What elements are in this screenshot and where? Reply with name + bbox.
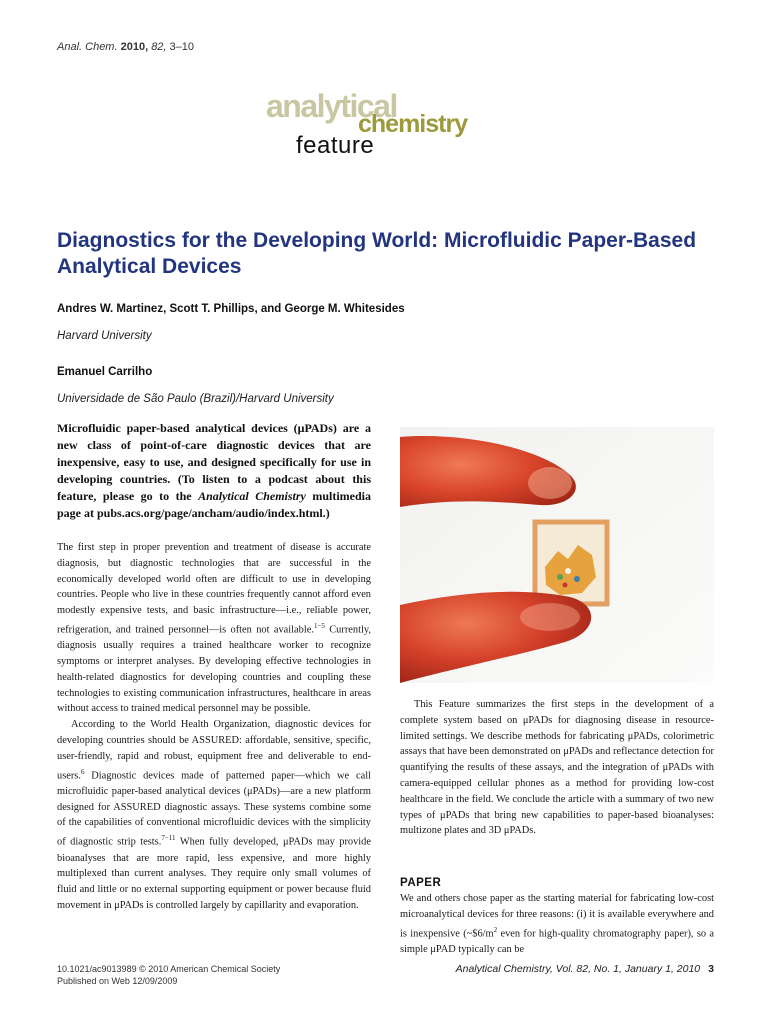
- journal-reference: [57, 41, 194, 53]
- section-heading-paper: PAPER: [400, 877, 442, 889]
- paper-section-body: [400, 891, 714, 958]
- doi-copyright: 10.1021/ac9013989 © 2010 American Chemical Society: [57, 964, 281, 974]
- logo-feature: feature: [296, 132, 375, 159]
- affiliation-harvard: Harvard University: [57, 330, 152, 342]
- upad-photo: [400, 427, 714, 683]
- paragraph-summary: This Feature summarizes the first steps in the development of a complete system based on μPADs for diagnosing disease in resource-limited settings. We describe methods for fabricating μPADs, colorimetric assays that have been demonstrated on μPADs and reflectance detection for quantifying the results of these assays, and the integration of μPADs with camera-equipped cellular phones as a method for providing low-cost healthcare in the field. We conclude the article with a summary of two new types of μPADs that bring new capabilities to paper-based bioanalyses: multizone plates and 3D μPADs.: [400, 699, 714, 837]
- journal-volume: 82,: [151, 41, 167, 53]
- logo-analytical: analytical: [266, 88, 397, 124]
- article-title: Diagnostics for the Developing World: Microfluidic Paper-Based Analytical Devices: [57, 229, 697, 278]
- paragraph-intro: The first step in proper prevention and treatment of disease is accurate diagnosis, but diagnostic technologies that are successful in the economically developed world often are difficult to use in developing countries. People who live in these countries frequently cannot afford even modestly expensive tests, and basic infrastructure—i.e., reliable power, refrigeration, and trained personnel—is often not available.$^{1-5}$ Currently, diagnosis usually requires a trained healthcare worker to recognize symptoms or interpret analyses. By developing effective technologies in health-related diagnostics for developing countries and coupling these technologies to existing communication infrastructures, healthcare in areas without access to trained medical personnel may be possible.: [57, 542, 371, 715]
- analytical-chemistry-feature-logo: [266, 88, 516, 162]
- journal-abbrev: Anal. Chem.: [57, 41, 118, 53]
- page-number: 3: [708, 963, 714, 975]
- journal-issue-footer: [420, 963, 714, 975]
- abstract: Microfluidic paper-based analytical devices (μPADs) are a new class of point-of-care diagnostic devices that are inexpensive, easy to use, and designed specifically for use in developing countries. (To listen to a podcast about this feature, please go to the Analytical Chemistry multimedia page at pubs.acs.org/page/ancham/audio/index.html.): [57, 421, 372, 520]
- journal-issue: Analytical Chemistry, Vol. 82, No. 1, January 1, 2010: [455, 963, 701, 975]
- published-date: Published on Web 12/09/2009: [57, 976, 178, 986]
- paragraph-assured: According to the World Health Organization, diagnostic devices for developing countries should be ASSURED: affordable, sensitive, specific, user-friendly, rapid and robust, equipment free and deliverable to end-users.$^6$ Diagnostic devices made of patterned paper—which we call microfluidic paper-based analytical devices (μPADs)—are a new platform designed for ASSURED diagnostic assays. These systems combine some of the capabilities of conventional microfluidic devices with the simplicity of diagnostic strip tests.$^{7-11}$ When fully developed, μPADs may provide bioanalyses that are more rapid, less expensive, and more highly multiplexed than current analyses. They require only small volumes of fluid and little or no external supporting equipment or power because fluid movement in μPADs is controlled largely by capillarity and evaporation.: [57, 719, 371, 911]
- doi-footer: [57, 963, 280, 987]
- journal-pages: 3–10: [169, 41, 195, 53]
- logo-chemistry: chemistry: [358, 110, 468, 138]
- affiliation-sao-paulo: Universidade de São Paulo (Brazil)/Harvard University: [57, 393, 334, 405]
- journal-name: Analytical Chemistry: [198, 489, 306, 503]
- author-list: Andres W. Martinez, Scott T. Phillips, and George M. Whitesides: [57, 303, 405, 315]
- left-column-body: [57, 540, 371, 914]
- paragraph-paper: We and others chose paper as the starting material for fabricating low-cost microanalytical devices for three reasons: (i) it is available everywhere and is inexpensive ($\sim\$6/m^2$ even for high-quality chromatography paper), so a simple μPAD typically can be: [400, 893, 715, 955]
- right-column-body: [400, 697, 714, 839]
- journal-year: 2010,: [120, 41, 149, 53]
- author-carrilho: Emanuel Carrilho: [57, 366, 153, 378]
